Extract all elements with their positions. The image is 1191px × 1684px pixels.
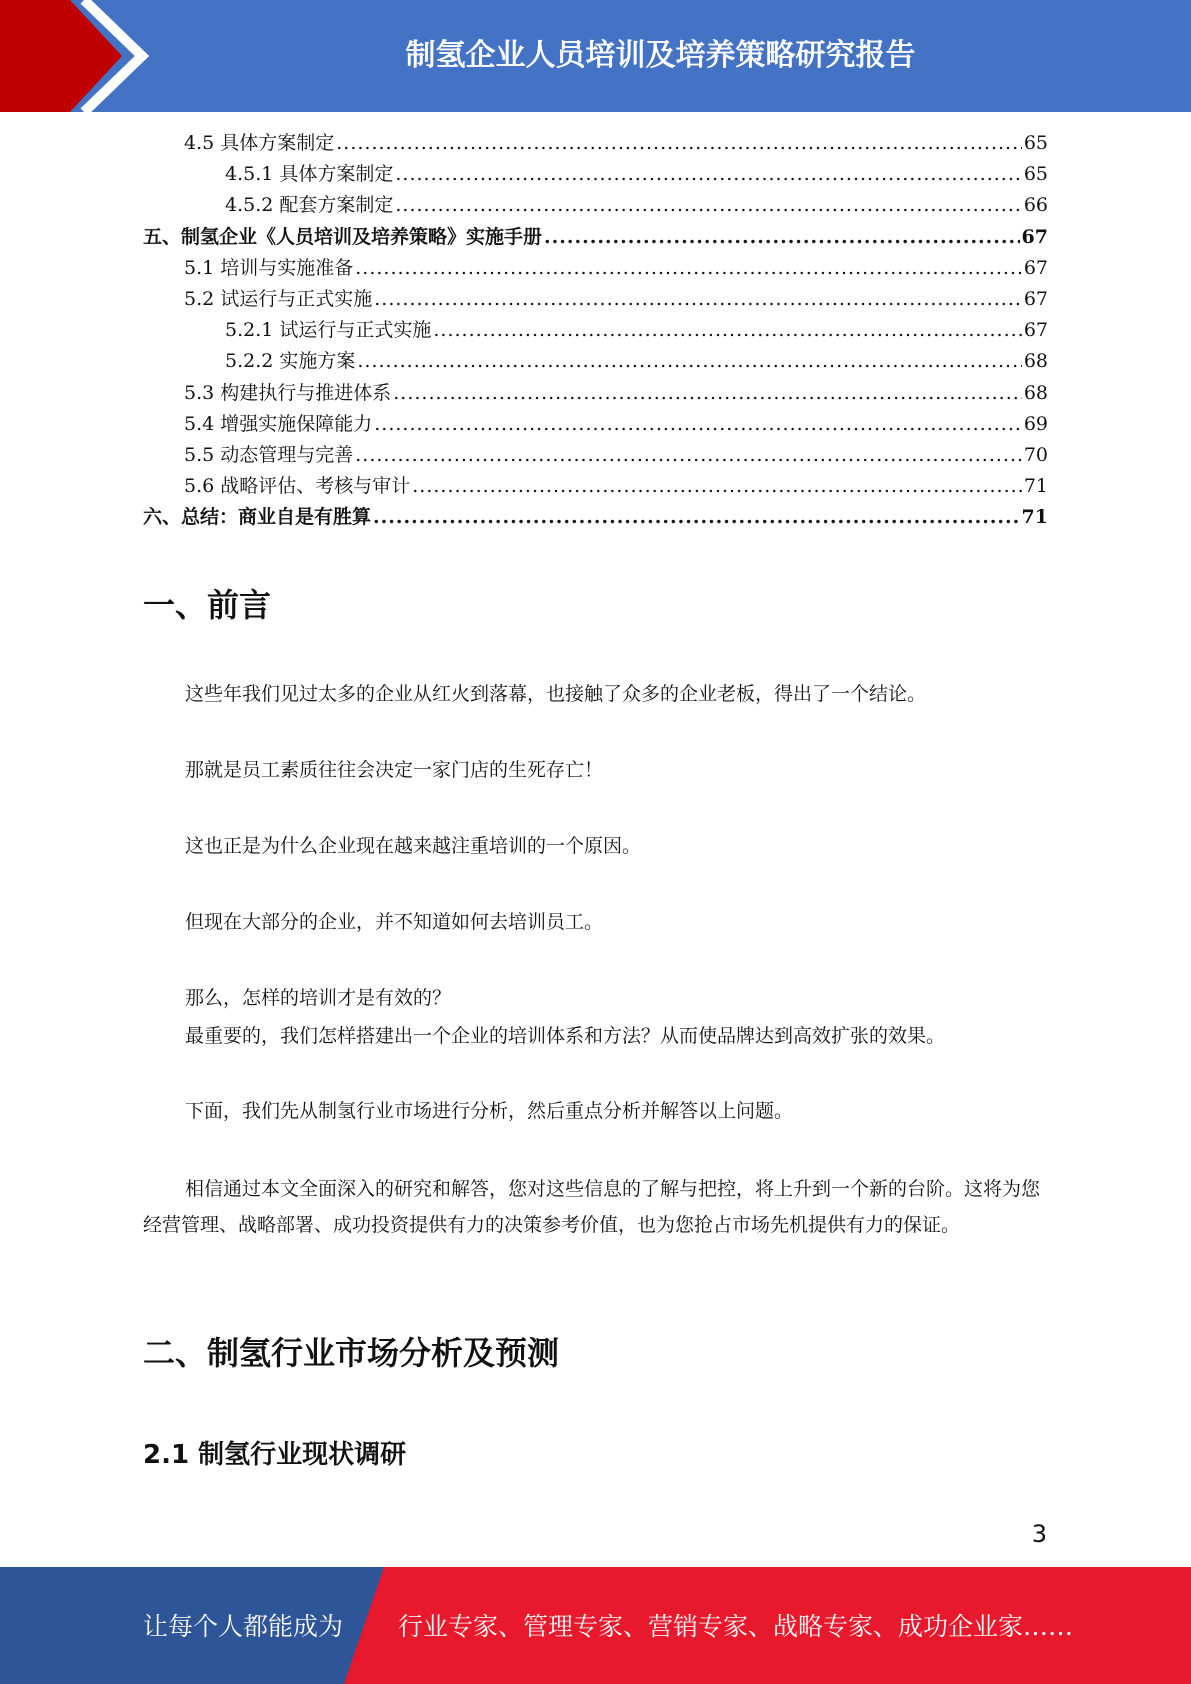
toc-entry-text: 5.6 战略评估、考核与审计	[184, 475, 411, 498]
toc-entry-page: 68	[1023, 350, 1048, 373]
paragraph: 但现在大部分的企业，并不知道如何去培训员工。	[185, 911, 604, 933]
toc-entry-page: 66	[1023, 194, 1048, 217]
toc-entry[interactable]	[143, 440, 1048, 471]
toc-leader-dots	[355, 440, 1022, 471]
footer-slogan-right: 行业专家、管理专家、营销专家、战略专家、成功企业家……	[398, 1612, 1074, 1641]
toc-leader-dots	[395, 159, 1021, 190]
page-number: 3	[1031, 1520, 1047, 1548]
toc-entry-text: 六、总结：商业自是有胜算	[143, 506, 372, 529]
toc-entry-page: 70	[1023, 443, 1048, 466]
toc-entry[interactable]	[143, 128, 1048, 159]
toc-entry-text: 5.3 构建执行与推进体系	[184, 381, 392, 404]
footer-slogan-left: 让每个人都能成为	[143, 1612, 344, 1641]
toc-entry[interactable]	[143, 190, 1048, 221]
paragraph: 相信通过本文全面深入的研究和解答，您对这些信息的了解与把控，将上升到一个新的台阶。这将为您经营管理、战略部署、成功投资提供有力的决策参考价值，也为您抢占市场先机提供有力的保证。	[143, 1178, 1041, 1236]
toc-leader-dots	[357, 346, 1021, 377]
toc-entry-page: 69	[1023, 412, 1048, 435]
toc-entry[interactable]	[143, 222, 1048, 253]
toc-entry[interactable]	[143, 409, 1048, 440]
toc-leader-dots	[374, 409, 1022, 440]
section-heading-preface: 一、前言	[143, 586, 272, 624]
toc-entry-text: 5.1 培训与实施准备	[184, 256, 354, 279]
toc-leader-dots	[355, 253, 1022, 284]
toc-entry-text: 4.5.2 配套方案制定	[225, 194, 394, 217]
toc-leader-dots	[395, 190, 1021, 221]
toc-entry-page: 67	[1023, 319, 1048, 342]
page-footer	[0, 1567, 1191, 1684]
toc-entry[interactable]	[143, 315, 1048, 346]
toc-entry-text: 5.5 动态管理与完善	[184, 443, 354, 466]
toc-leader-dots	[373, 502, 1020, 533]
toc-entry-text: 5.2.1 试运行与正式实施	[225, 319, 432, 342]
page-header	[0, 0, 1191, 112]
toc-entry-page: 67	[1021, 225, 1048, 248]
paragraph: 这也正是为什么企业现在越来越注重培训的一个原因。	[185, 835, 642, 857]
toc-entry[interactable]	[143, 253, 1048, 284]
section-heading-market-analysis: 二、制氢行业市场分析及预测	[143, 1334, 560, 1372]
report-title: 制氢企业人员培训及培养策略研究报告	[405, 38, 916, 73]
toc-entry-page: 65	[1023, 132, 1048, 154]
toc-leader-dots	[544, 222, 1020, 253]
paragraph: 下面，我们先从制氢行业市场进行分析，然后重点分析并解答以上问题。	[185, 1100, 794, 1122]
toc-leader-dots	[393, 378, 1022, 409]
toc-entry[interactable]	[143, 159, 1048, 190]
toc-leader-dots	[374, 284, 1022, 315]
toc-entry[interactable]	[143, 346, 1048, 377]
toc-entry-page: 67	[1023, 287, 1048, 310]
toc-entry-text: 五、制氢企业《人员培训及培养策略》实施手册	[143, 225, 543, 248]
table-of-contents	[143, 128, 1048, 533]
toc-entry-text: 5.2 试运行与正式实施	[184, 287, 373, 310]
paragraph: 最重要的，我们怎样搭建出一个企业的培训体系和方法？从而使品牌达到高效扩张的效果。	[185, 1025, 946, 1047]
paragraph: 这些年我们见过太多的企业从红火到落幕，也接触了众多的企业老板，得出了一个结论。	[185, 683, 927, 705]
toc-leader-dots	[336, 128, 1022, 159]
toc-entry[interactable]	[143, 502, 1048, 533]
toc-entry[interactable]	[143, 471, 1048, 502]
toc-entry-text: 4.5 具体方案制定	[184, 132, 335, 154]
subsection-heading: 2.1 制氢行业现状调研	[143, 1440, 407, 1470]
toc-entry-page: 65	[1023, 163, 1048, 186]
toc-entry-page: 67	[1023, 256, 1048, 279]
toc-entry-text: 5.2.2 实施方案	[225, 350, 356, 373]
toc-entry[interactable]	[143, 378, 1048, 409]
paragraph: 那就是员工素质往往会决定一家门店的生死存亡！	[185, 759, 604, 781]
toc-entry[interactable]	[143, 284, 1048, 315]
toc-entry-page: 68	[1023, 381, 1048, 404]
toc-entry-text: 4.5.1 具体方案制定	[225, 163, 394, 186]
toc-leader-dots	[412, 471, 1022, 502]
toc-entry-text: 5.4 增强实施保障能力	[184, 412, 373, 435]
toc-entry-page: 71	[1021, 506, 1048, 529]
toc-leader-dots	[433, 315, 1021, 346]
toc-entry-page: 71	[1023, 475, 1048, 498]
paragraph: 那么，怎样的培训才是有效的？	[185, 987, 452, 1009]
